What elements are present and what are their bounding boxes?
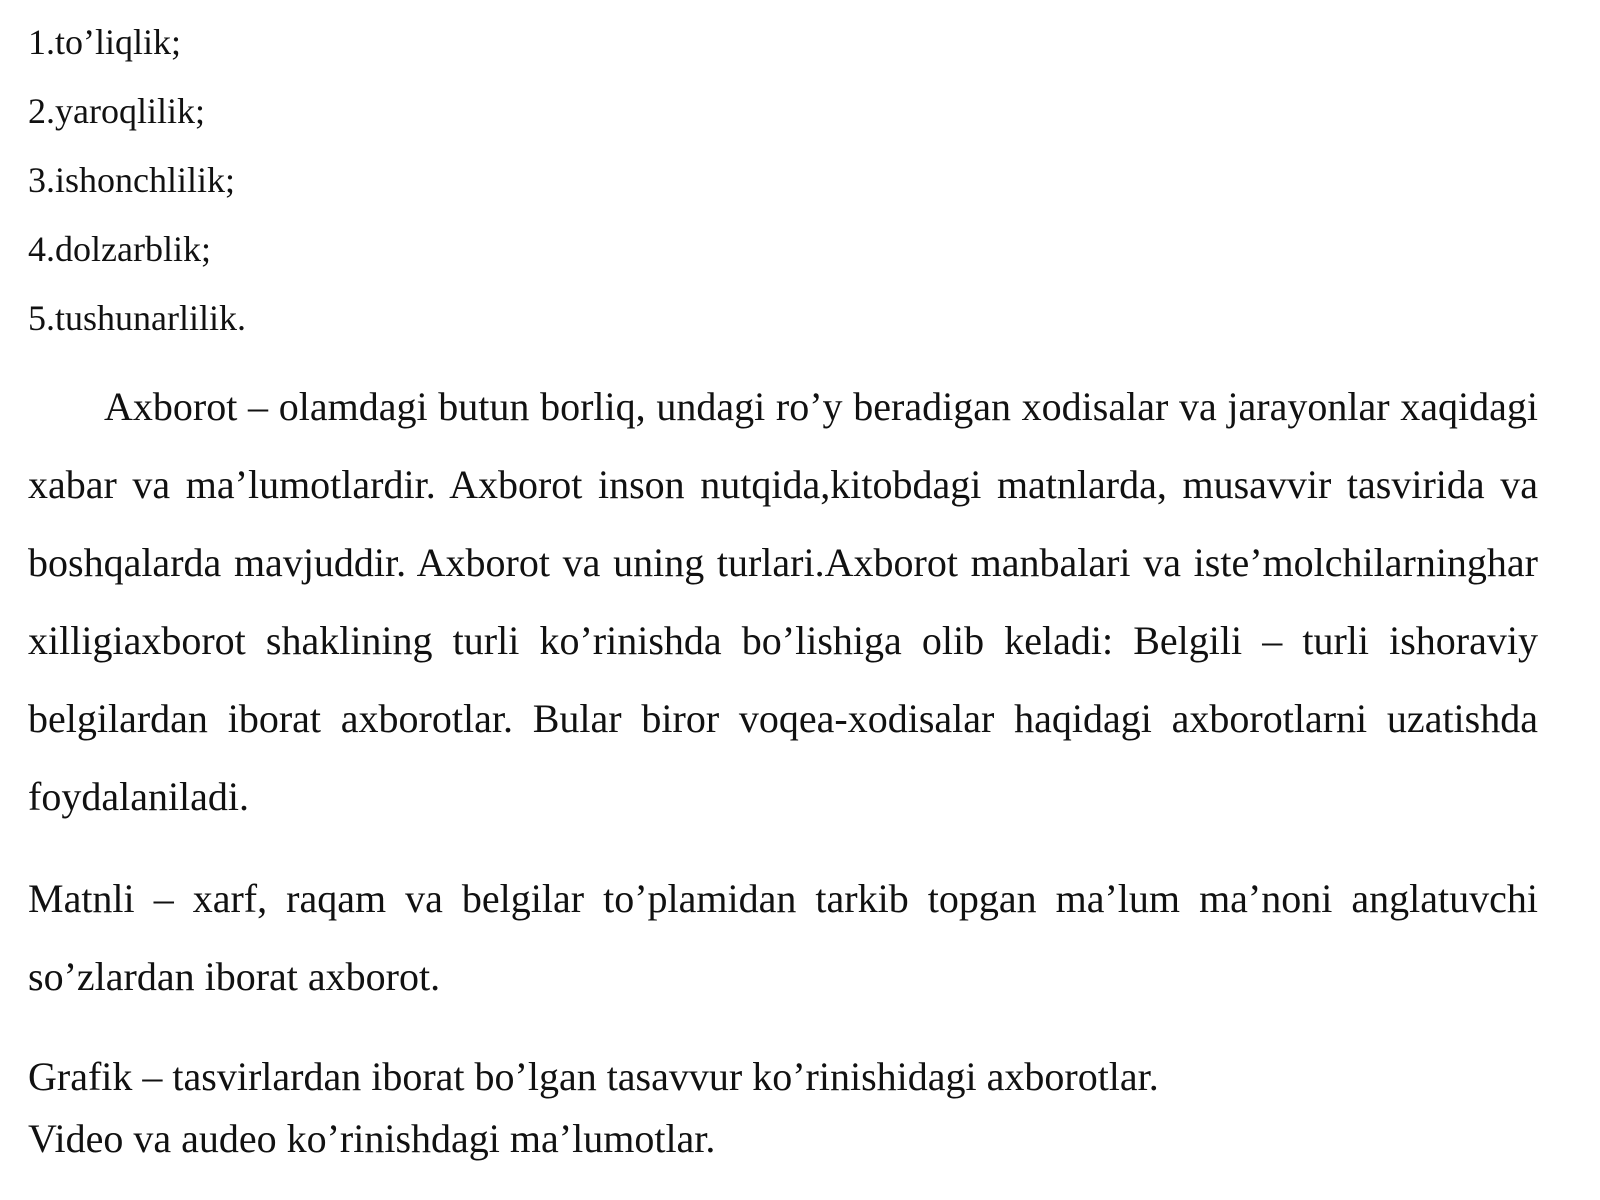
list-item: 5.tushunarlilik. (28, 298, 246, 338)
paragraph-matnli: Matnli – xarf, raqam va belgilar to’plamidan tarkib topgan ma’lum ma’noni anglatuvchi so’zlardan iborat axborot. (28, 876, 1538, 999)
paragraph-video: Video va audeo ko’rinishdagi ma’lumotlar. (28, 1116, 716, 1161)
paragraph-grafik: Grafik – tasvirlardan iborat bo’lgan tasavvur ko’rinishidagi axborotlar. (28, 1054, 1159, 1099)
quality-list (28, 8, 246, 353)
list-item: 1.to’liqlik; (28, 22, 181, 62)
paragraph-axborot: Axborot – olamdagi butun borliq, undagi ro’y beradigan xodisalar va jarayonlar xaqidagi xabar va ma’lumotlardir. Axborot inson nutqida,kitobdagi matnlarda, musavvir tasvirida va boshqalarda mavjuddir. Axborot va uning turlari.Axborot manbalari va iste’molchilarninghar xilligiaxborot shaklining turli ko’rinishda bo’lishiga olib keladi: Belgili – turli ishoraviy belgilardan iborat axborotlar. Bular biror voqea-xodisalar haqidagi axborotlarni uzatishda foydalaniladi. (28, 384, 1538, 819)
list-item: 2.yaroqlilik; (28, 91, 205, 131)
paragraph-grafik-video (28, 1046, 1538, 1170)
list-item: 4.dolzarblik; (28, 229, 211, 269)
list-item: 3.ishonchlilik; (28, 160, 235, 200)
